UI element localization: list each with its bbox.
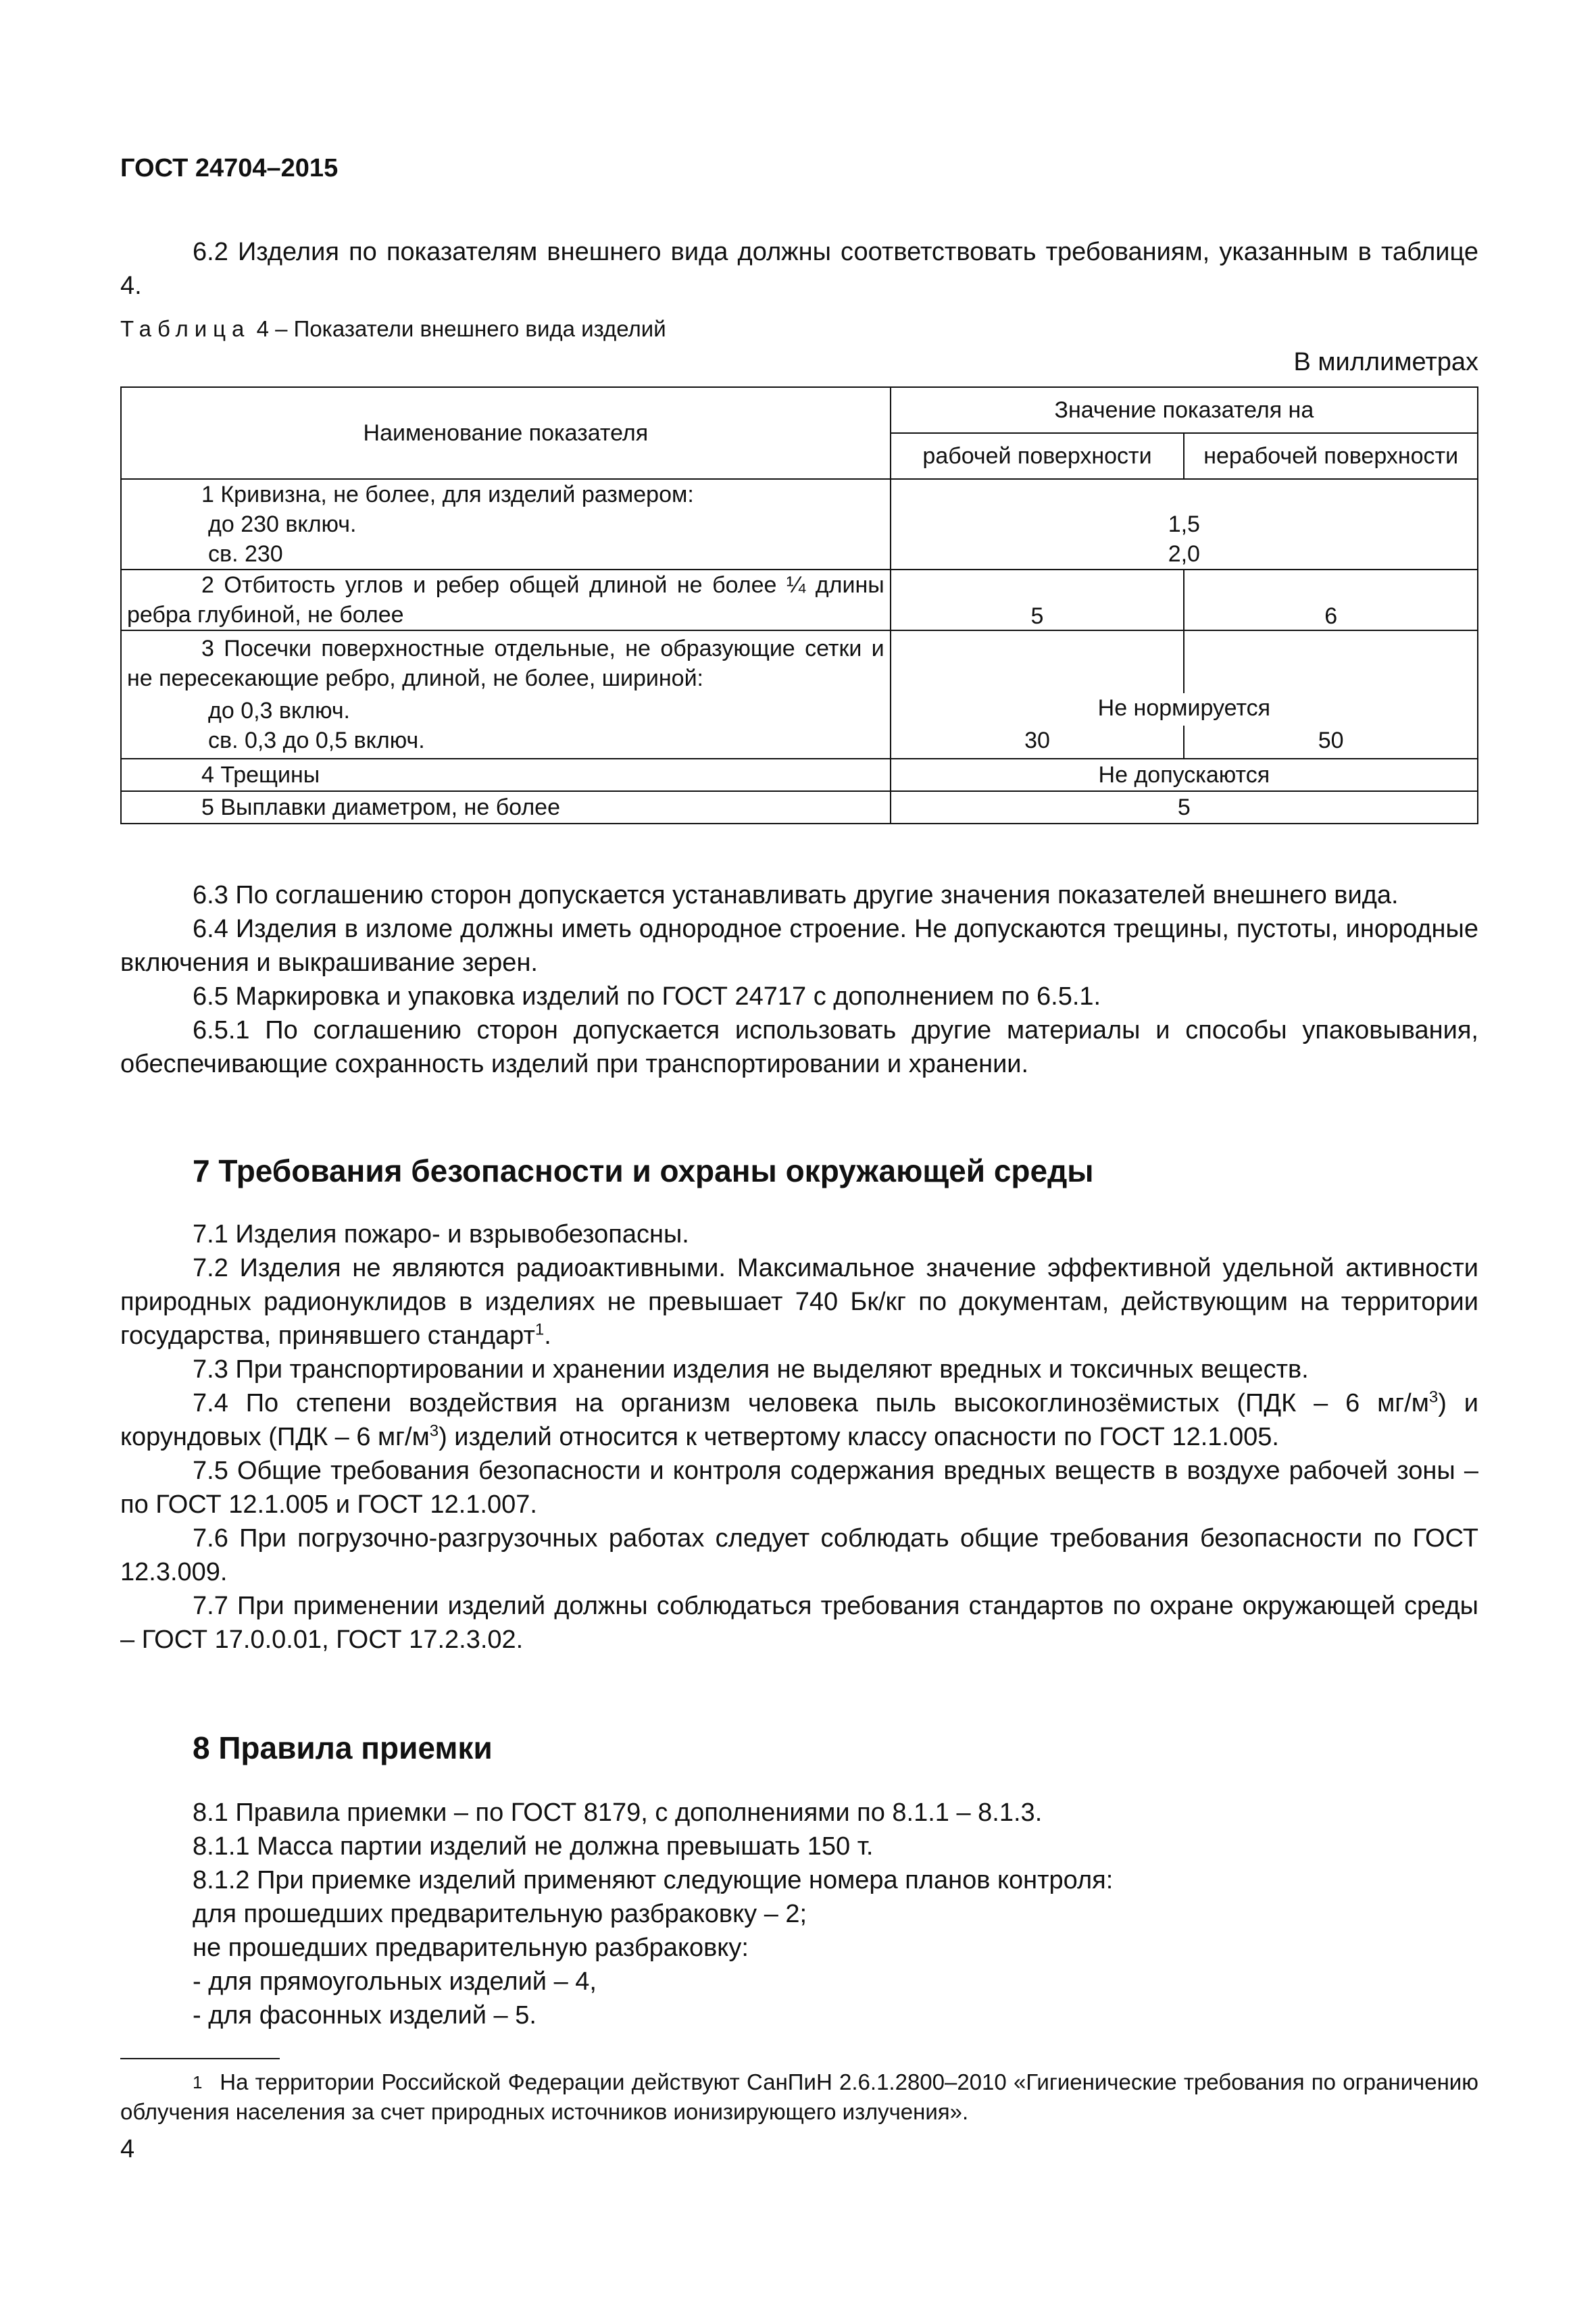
row-5-name: 5 Выплавки диаметром, не более: [121, 791, 891, 824]
table-4: [120, 386, 1478, 824]
table-label: Таблица: [120, 316, 251, 341]
paragraph-7-5: 7.5 Общие требования безопасности и контроля содержания вредных веществ в воздухе рабочей зоны – по ГОСТ 12.1.005 и ГОСТ 12.1.007.: [120, 1457, 1478, 1519]
row-1-value: [891, 479, 1478, 570]
header-nonwork-cell: нерабочей поверхности: [1184, 433, 1478, 479]
paragraph-6-4: 6.4 Изделия в изломе должны иметь однородное строение. Не допускаются трещины, пустоты, инородные включения и выкрашивание зерен.: [120, 915, 1478, 977]
section-8-body: [120, 1796, 1478, 2032]
paragraph-7-6: 7.6 При погрузочно-разгрузочных работах следует соблюдать общие требования безопасности по ГОСТ 12.3.009.: [120, 1524, 1478, 1586]
row-2-name: 2 Отбитость углов и ребер общей длиной не более ¼ длины ребра глубиной, не более: [121, 570, 891, 630]
footnote-divider: [120, 2058, 280, 2059]
row-4-name: 4 Трещины: [121, 759, 891, 791]
paragraph-8-1: 8.1 Правила приемки – по ГОСТ 8179, с дополнениями по 8.1.1 – 8.1.3.: [193, 1799, 1043, 1827]
section-6-intro: [120, 235, 1478, 303]
table-caption: [120, 316, 666, 342]
footnote: [120, 2067, 1478, 2127]
footnote-text: На территории Российской Федерации действуют СанПиН 2.6.1.2800–2010 «Гигиенические требования по ограничению облучения населения за счет природных источников ионизирующего излучения».: [120, 2069, 1478, 2124]
section-8-heading: 8 Правила приемки: [193, 1730, 493, 1765]
row-3-value-b-nonwork: 50: [1318, 728, 1344, 753]
section-7-heading: 7 Требования безопасности и охраны окружающей среды: [193, 1153, 1094, 1188]
list-line-1: для прошедших предварительную разбраковку – 2;: [193, 1900, 807, 1928]
table-row: [121, 570, 1478, 630]
paragraph-7-4: 7.4 По степени воздействия на организм человека пыль высокоглинозёмистых (ПДК – 6 $мг/м^3$) и корундовых (ПДК – 6 $мг/м^3$) изделий относится к четвертому классу опасности по ГОСТ 12.1.005.: [120, 1388, 1478, 1451]
paragraph-7-2: 7.2 Изделия не являются радиоактивными. Максимальное значение эффективной удельной активности природных радионуклидов в изделиях не превышает 740 Бк/кг по документам, действующим на территории государства, принявшего стандарт$^1$.: [120, 1254, 1478, 1350]
page-number: 4: [120, 2135, 135, 2163]
table-caption-text: 4 – Показатели внешнего вида изделий: [256, 316, 666, 341]
row-3-value-b-work: 30: [891, 726, 1185, 758]
row-3-sub-a: до 0,3 включ.: [208, 698, 350, 724]
paragraph-7-1: 7.1 Изделия пожаро- и взрывобезопасны.: [193, 1220, 689, 1249]
section-6-body: [120, 878, 1478, 1081]
table-row: [121, 630, 1478, 759]
row-3-value-a: Не нормируется: [1097, 695, 1271, 721]
table-row: [121, 759, 1478, 791]
paragraph-7-3: 7.3 При транспортировании и хранении изделия не выделяют вредных и токсичных веществ.: [193, 1355, 1309, 1384]
paragraph-6-5: 6.5 Маркировка и упаковка изделий по ГОСТ 24717 с дополнением по 6.5.1.: [193, 982, 1101, 1011]
table-row: [121, 791, 1478, 824]
list-line-2: не прошедших предварительную разбраковку:: [193, 1934, 749, 1962]
header-value-cell: Значение показателя на: [891, 387, 1478, 433]
row-5-value: 5: [891, 791, 1478, 824]
paragraph-7-7: 7.7 При применении изделий должны соблюдаться требования стандартов по охране окружающей среды – ГОСТ 17.0.0.01, ГОСТ 17.2.3.02.: [120, 1592, 1478, 1654]
row-2-nonwork: 6: [1184, 570, 1478, 630]
table-units: В миллиметрах: [1293, 348, 1478, 376]
paragraph-6-2: 6.2 Изделия по показателям внешнего вида должны соответствовать требованиям, указанным в таблице 4.: [120, 238, 1478, 300]
document-header: ГОСТ 24704–2015: [120, 154, 339, 182]
footnote-mark: 1: [193, 2072, 203, 2092]
table-row: [121, 479, 1478, 570]
header-name-cell: Наименование показателя: [121, 387, 891, 479]
row-1-sub-a: до 230 включ.: [208, 511, 357, 537]
row-1-sub-b: св. 230: [208, 541, 283, 567]
row-3-title: 3 Посечки поверхностные отдельные, не образующие сетки и не пересекающие ребро, длиной, не более, шириной:: [127, 636, 884, 691]
row-3-sub-b: св. 0,3 до 0,5 включ.: [208, 728, 425, 753]
list-line-4: - для фасонных изделий – 5.: [193, 2001, 537, 2030]
paragraph-6-3: 6.3 По соглашению сторон допускается устанавливать другие значения показателей внешнего вида.: [193, 881, 1399, 909]
paragraph-6-5-1: 6.5.1 По соглашению сторон допускается использовать другие материалы и способы упаковывания, обеспечивающие сохранность изделий при транспортировании и хранении.: [120, 1016, 1478, 1078]
footnote-ref: 1: [534, 1320, 545, 1339]
row-3-name: [121, 630, 891, 759]
row-1-value-a: 1,5: [1168, 511, 1200, 537]
row-2-work: 5: [891, 570, 1184, 630]
header-work-cell: рабочей поверхности: [891, 433, 1184, 479]
section-7-body: [120, 1217, 1478, 1657]
paragraph-8-1-1: 8.1.1 Масса партии изделий не должна превышать 150 т.: [193, 1832, 874, 1861]
row-3-values: [891, 630, 1478, 759]
paragraph-8-1-2: 8.1.2 При приемке изделий применяют следующие номера планов контроля:: [193, 1866, 1114, 1894]
list-line-3: - для прямоугольных изделий – 4,: [193, 1967, 597, 1996]
row-1-title: 1 Кривизна, не более, для изделий размером:: [201, 482, 694, 507]
row-1-value-b: 2,0: [1168, 541, 1200, 567]
row-4-value: Не допускаются: [891, 759, 1478, 791]
row-1-name: [121, 479, 891, 570]
